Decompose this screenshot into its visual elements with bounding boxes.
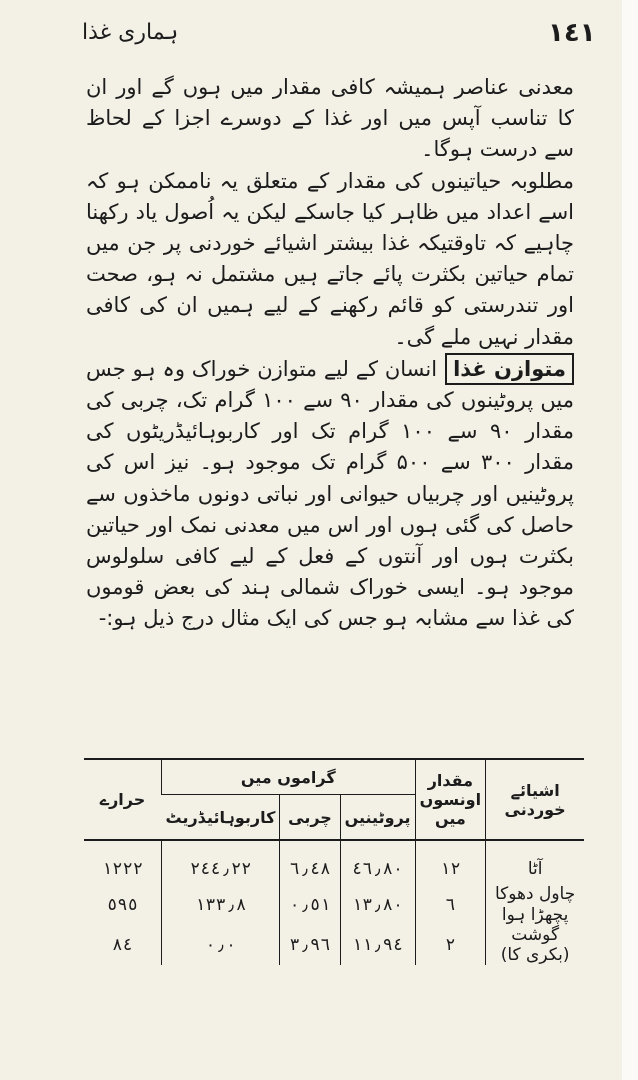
cell-carbs: ٢٤٤٫٢٢ [162, 840, 280, 884]
table-row [84, 840, 584, 884]
header-food: اشیائے خوردنی [486, 759, 584, 840]
paragraph-balanced-diet-text: انسان کے لیے متوازن خوراک وہ ہو جس میں پروٹینوں کی مقدار ۹۰ سے ۱۰۰ گرام تک، چربی کی مقدار ۹۰ سے ۱۰۰ گرام تک اور کاربوہائیڈریٹوں کی مقدار ۳۰۰ سے ۵۰۰ گرام تک موجود ہو۔ نیز اس کی پروٹینیں اور چربیاں حیوانی اور نباتی دونوں ماخذوں سے حاصل کی گئی ہوں اور اس میں معدنی نمک اور حیاتین بکثرت ہوں اور آنتوں کے فعل کے لیے کافی سلولوس موجود ہو۔ ایسی خوراک شمالی ہند کی بعض قوموں کی غذا سے مشابہ ہو جس کی ایک مثال درج ذیل ہو:- [86, 356, 574, 631]
table-row [84, 925, 584, 965]
body-text [86, 72, 574, 635]
running-head: ہماری غذا [82, 20, 179, 45]
cell-food: چاول دھوکا پچھڑا ہوا [486, 884, 584, 925]
cell-carbs: ٠٫٠ [162, 925, 280, 965]
cell-ounces: ٦ [415, 884, 486, 925]
header-fat: چربی [280, 795, 340, 841]
cell-calories: ٨٤ [112, 935, 133, 955]
cell-protein: ١١٫٩٤ [340, 925, 415, 965]
header-protein: پروٹینیں [340, 795, 415, 841]
cell-ounces: ١٢ [415, 840, 486, 884]
section-label-balanced-diet: متوازن غذا [445, 353, 574, 385]
header-grams-group: گراموں میں [162, 759, 415, 795]
cell-fat: ٣٫٩٦ [280, 925, 340, 965]
table-row [84, 884, 584, 925]
cell-protein: ١٣٫٨٠ [340, 884, 415, 925]
cell-ounces: ٢ [415, 925, 486, 965]
header-calories: حرارے [84, 759, 162, 840]
paragraph-balanced-diet [86, 353, 574, 635]
cell-fat: ٠٫٥١ [280, 884, 340, 925]
nutrition-table [84, 758, 584, 965]
cell-food: گوشت (بکری کا) [486, 925, 584, 965]
table-header-row [84, 759, 584, 795]
paragraph-vitamins: مطلوبہ حیاتینوں کی مقدار کے متعلق یہ ناممکن ہو کہ اسے اعداد میں ظاہر کیا جاسکے لیکن یہ اُصول یاد رکھنا چاہیے کہ تاوقتیکہ غذا بیشتر اشیائے خوردنی پر جن میں تمام حیاتین بکثرت پائے جاتے ہیں مشتمل نہ ہو، صحت اور تندرستی کو قائم رکھنے کے لیے ہمیں ان کی کافی مقدار نہیں ملے گی۔ [86, 168, 574, 349]
page-header [0, 18, 622, 58]
cell-protein: ٤٦٫٨٠ [340, 840, 415, 884]
cell-fat: ٦٫٤٨ [280, 840, 340, 884]
paragraph-minerals: معدنی عناصر ہمیشہ کافی مقدار میں ہوں گے اور ان کا تناسب آپس میں اور غذا کے دوسرے اجزا کے لحاظ سے درست ہوگا۔ [86, 75, 574, 162]
page-number: ١٤١ [548, 18, 596, 48]
header-carbs: کاربوہائیڈریٹ [162, 795, 280, 841]
cell-food: آٹا [486, 840, 584, 884]
cell-carbs: ١٣٣٫٨ [162, 884, 280, 925]
header-ounces: مقدار اونسوں میں [415, 759, 486, 840]
cell-calories: ٥٩٥ [107, 894, 138, 915]
cell-calories: ١٢٢٢ [102, 858, 143, 879]
